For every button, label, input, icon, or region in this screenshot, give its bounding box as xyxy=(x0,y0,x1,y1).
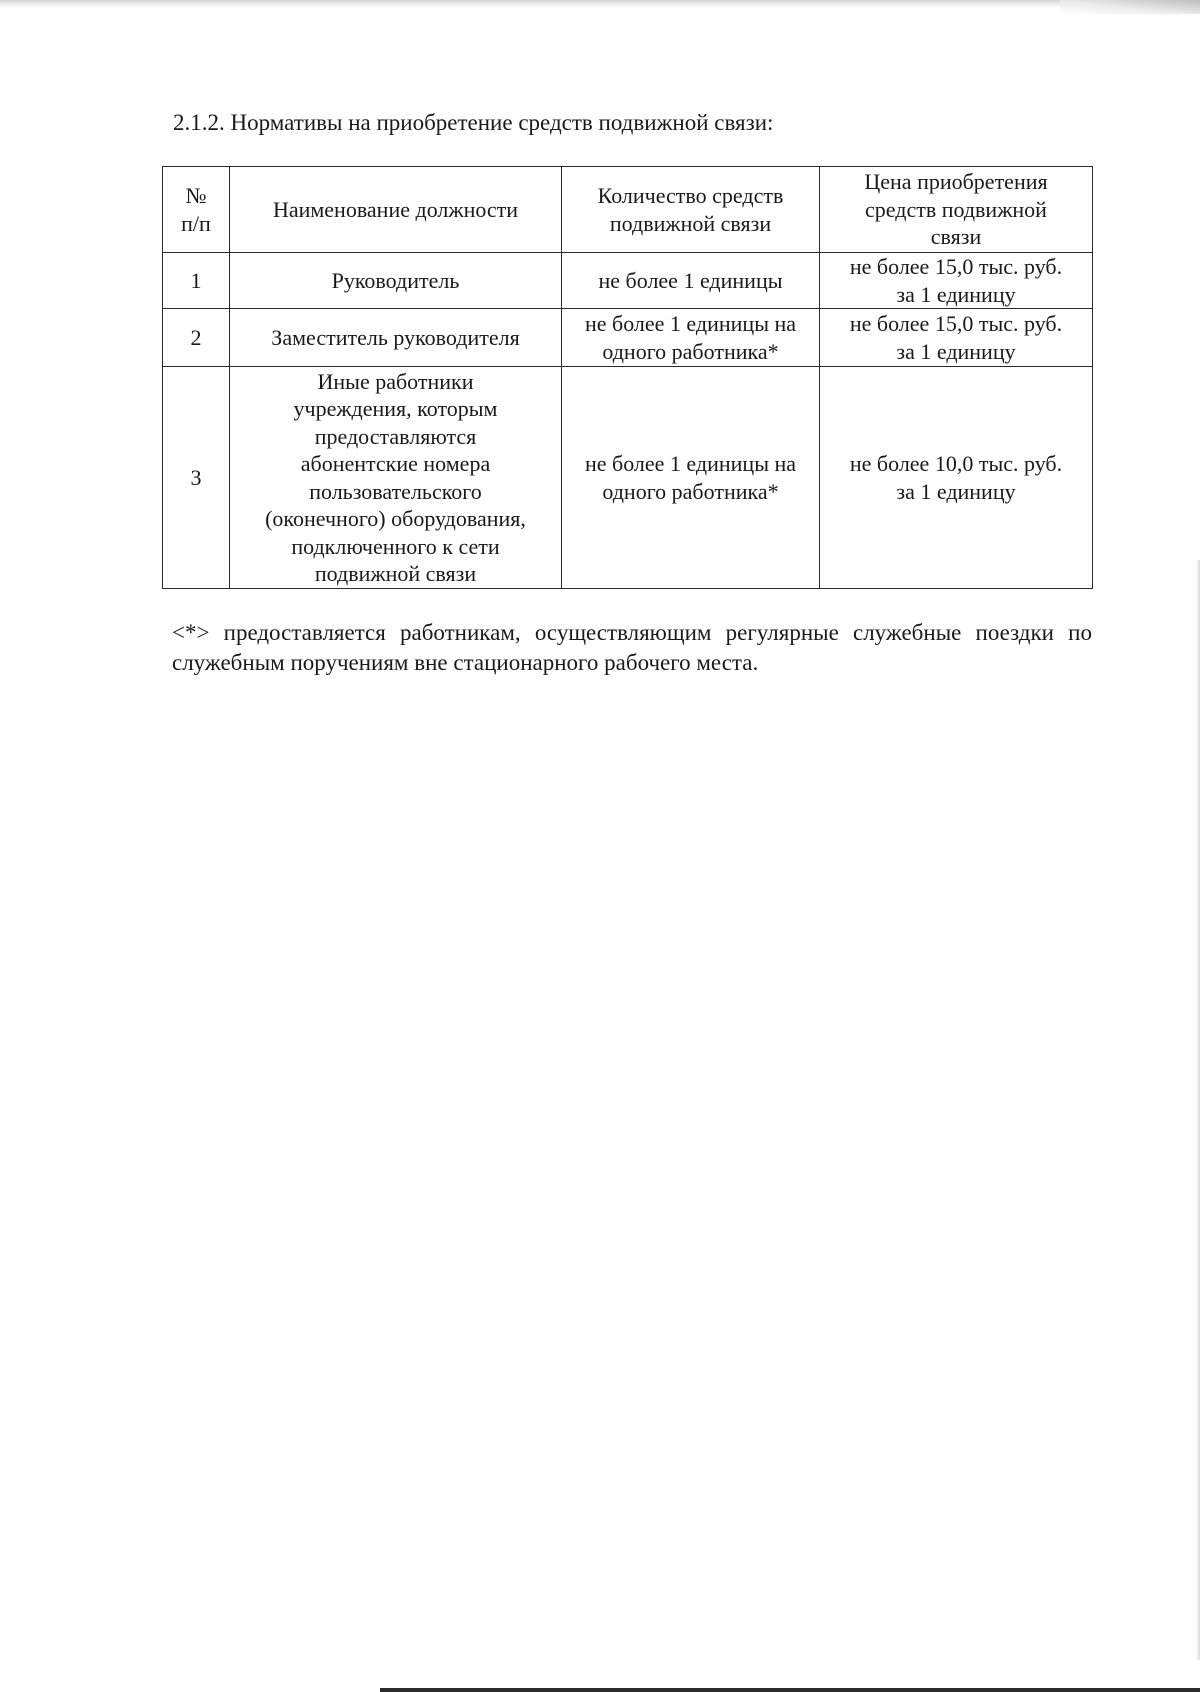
table-row xyxy=(163,367,1093,589)
row-position: Заместитель руководителя xyxy=(230,309,562,367)
row-quantity: не более 1 единицы на одного работника* xyxy=(562,309,820,367)
table-header-row xyxy=(163,167,1093,253)
row-position: Иные работники учреждения, которым предоставляются абонентские номера пользовательского (оконечного) оборудования, подключенного к сети подвижной связи xyxy=(230,367,562,589)
table-row xyxy=(163,253,1093,309)
row-quantity: не более 1 единицы на одного работника* xyxy=(562,367,820,589)
scan-edge-bottom xyxy=(380,1688,1200,1692)
header-position: Наименование должности xyxy=(230,167,562,253)
row-position: Руководитель xyxy=(230,253,562,309)
header-quantity: Количество средств подвижной связи xyxy=(562,167,820,253)
row-number: 2 xyxy=(163,309,230,367)
header-price: Цена приобретения средств подвижной связи xyxy=(820,167,1093,253)
row-price: не более 15,0 тыс. руб. за 1 единицу xyxy=(820,253,1093,309)
norms-table xyxy=(162,166,1093,589)
row-number: 3 xyxy=(163,367,230,589)
footnote-line-1: <*> предоставляется работникам, осуществляющим регулярные служебные поездки по xyxy=(172,620,1092,645)
row-price: не более 15,0 тыс. руб. за 1 единицу xyxy=(820,309,1093,367)
row-quantity: не более 1 единицы xyxy=(562,253,820,309)
footnote xyxy=(172,618,1092,678)
scan-edge-right xyxy=(1196,560,1200,1660)
row-price: не более 10,0 тыс. руб. за 1 единицу xyxy=(820,367,1093,589)
scan-edge-top xyxy=(0,0,1200,8)
row-number: 1 xyxy=(163,253,230,309)
header-number: № п/п xyxy=(163,167,230,253)
scan-corner-shadow xyxy=(1060,0,1200,14)
footnote-line-2: служебным поручениям вне стационарного рабочего места. xyxy=(172,650,759,675)
section-heading: 2.1.2. Нормативы на приобретение средств подвижной связи: xyxy=(173,110,774,135)
table-row xyxy=(163,309,1093,367)
